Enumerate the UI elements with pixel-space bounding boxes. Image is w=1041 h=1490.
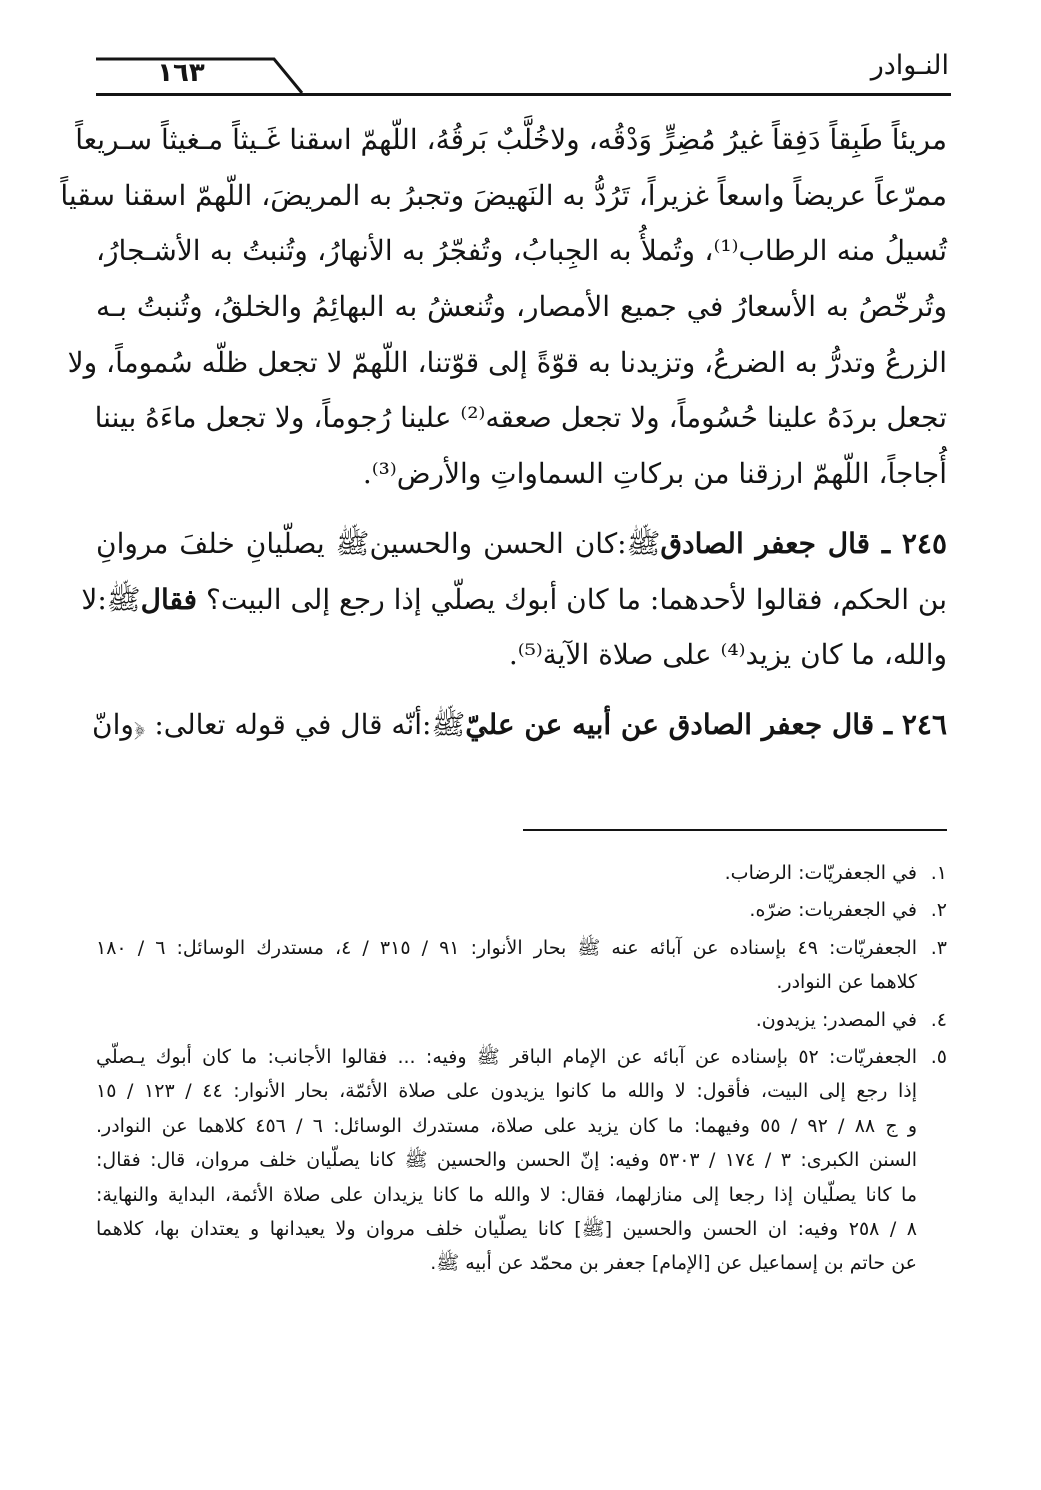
footnote-number: ٣. — [930, 936, 947, 959]
footnote-2 — [96, 893, 947, 927]
body-line: أُجاجاً، اللّهمّ ارزقنا من بركاتِ السماواتِ والأرض⁽³⁾. — [362, 457, 947, 491]
body-line: والله، ما كان يزيد⁽⁴⁾ على صلاة الآية⁽⁵⁾. — [508, 638, 947, 672]
footnote-3-cont: كلاهما عن النوادر. — [776, 971, 917, 994]
footnote-5-cont: و ج ٨٨ / ٩٢ / ٥٥ وفيهما: ما كان يزيد على صلاة، مستدرك الوسائل: ٦ / ٤٥٦ كلاهما عن النوادر. — [96, 1114, 918, 1137]
footnote-1 — [96, 856, 947, 890]
footnotes — [96, 856, 947, 1281]
honorific: ﷺ — [626, 526, 661, 560]
narration-text: :كان الحسن والحسين — [369, 526, 627, 560]
narration-text: :أنّه قال في قوله تعالى: ﴿وانّ — [92, 707, 432, 741]
footnote-text: في الجعفريات: ضرّه. — [749, 899, 917, 922]
honorific: ﷺ — [335, 526, 370, 560]
body-line: ممرّعاً عريضاً واسعاً غزيراً، تَرُدُّ به النَهيضَ وتجبرُ به المريضَ، اللّهمّ اسقنا سقياً — [60, 178, 947, 212]
body-line: تجعل بردَهُ علينا حُسُوماً، ولا تجعل صعقه⁽²⁾ علينا رُجوماً، ولا تجعل ماءَهُ بيننا — [94, 401, 947, 435]
footnote-number: ٢. — [930, 899, 947, 922]
narration-text: ﷺ:لا — [81, 582, 141, 616]
footnote-separator — [523, 829, 947, 831]
footnote-5-cont: ما كانا يصلّيان إذا رجعا إلى منازلهما، فقال: لا والله ما كانا يزيدان على صلاة الأئمة، البداية والنهاية: — [96, 1183, 917, 1206]
footnote-number: ٥. — [930, 1045, 948, 1068]
footnote-5-cont: إذا رجع إلى البيت، فأقول: لا والله ما كانوا يزيدون على صلاة الأئمّة، بحار الأنوار: ٤٤ / ١٢٣ / ١٥ — [96, 1080, 918, 1103]
footnote-number: ٤. — [930, 1008, 947, 1031]
footnote-5-cont: عن حاتم بن إسماعيل عن [الإمام] جعفر بن محمّد عن أبيه ﷺ. — [430, 1252, 917, 1275]
narration-lead: ٢٤٥ ـ قال جعفر الصادق — [660, 526, 947, 560]
page-number-tab — [96, 56, 321, 96]
body-line: وتُرخّصُ به الأسعارُ في جميع الأمصار، وتُنعشُ به البهائِمُ والخلقُ، وتُنبتُ بـه — [96, 290, 947, 324]
body-line: الزرعُ وتدرُّ به الضرعُ، وتزيدنا به قوّةً إلى قوّتنا، اللّهمّ لا تجعل ظلّه سُموماً، ولا — [67, 345, 947, 379]
paragraph-245 — [81, 516, 947, 683]
narration-lead: ٢٤٦ ـ قال جعفر الصادق عن أبيه عن عليّ — [465, 707, 947, 741]
footnote-text: في المصدر: يزيدون. — [755, 1008, 917, 1031]
footnote-number: ١. — [930, 862, 947, 884]
main-text — [60, 112, 947, 753]
narration-text: بن الحكم، فقالوا لأحدهما: ما كان أبوك يصلّي إذا رجع إلى البيت؟ — [205, 582, 947, 616]
footnote-5-cont: السنن الكبرى: ٣ / ١٧٤ / ٥٣٠٣ وفيه: إنّ الحسن والحسين ﷺ كانا يصلّيان خلف مروان، قال: فقال: — [96, 1149, 918, 1172]
body-line: مريئاً طَبِقاً دَفِقاً غيرُ مُضِرٍّ وَدْقُه، ولاخُلَّبٌ بَرقُهُ، اللّهمّ اسقنا غَـيثاً مـغيثاً سـريعاً — [75, 123, 947, 156]
footnote-5-cont: ٨ / ٢٥٨ وفيه: ان الحسن والحسين [ﷺ] كانا يصلّيان خلف مروان ولا يعيدانها و يعتدان بها، كلاهما — [96, 1217, 918, 1240]
footnote-4 — [96, 1003, 947, 1037]
footnote-text: الجعفريّات: ٤٩ بإسناده عن آبائه عنه ﷺ بحار الأنوار: ٩١ / ٣١٥ / ٤، مستدرك الوسائل: ٦ / ١٨٠ — [96, 936, 917, 959]
footnote-text: الجعفريّات: ٥٢ بإسناده عن آبائه عن الإمام الباقر ﷺ وفيه: ... فقالوا الأجانب: ما كان أبوك يـصلّي — [96, 1045, 918, 1068]
footnote-text: في الجعفريّات: الرضاب. — [724, 862, 917, 884]
footnote-5 — [96, 1040, 947, 1074]
footnote-3 — [96, 931, 947, 965]
paragraph-246 — [92, 697, 947, 753]
honorific: ﷺ — [431, 707, 466, 741]
narration-speaker: فقال — [140, 582, 198, 616]
running-header-title: النـوادر — [870, 50, 949, 81]
narration-text: يصلّيانِ خلفَ مروانِ — [96, 526, 336, 560]
page-number: ١٦٣ — [157, 58, 205, 88]
body-line: تُسيلُ منه الرطاب⁽¹⁾، وتُملأُ به الجِبابُ، وتُفجّرُ به الأنهارُ، وتُنبتُ به الأشـجارُ، — [96, 234, 947, 268]
